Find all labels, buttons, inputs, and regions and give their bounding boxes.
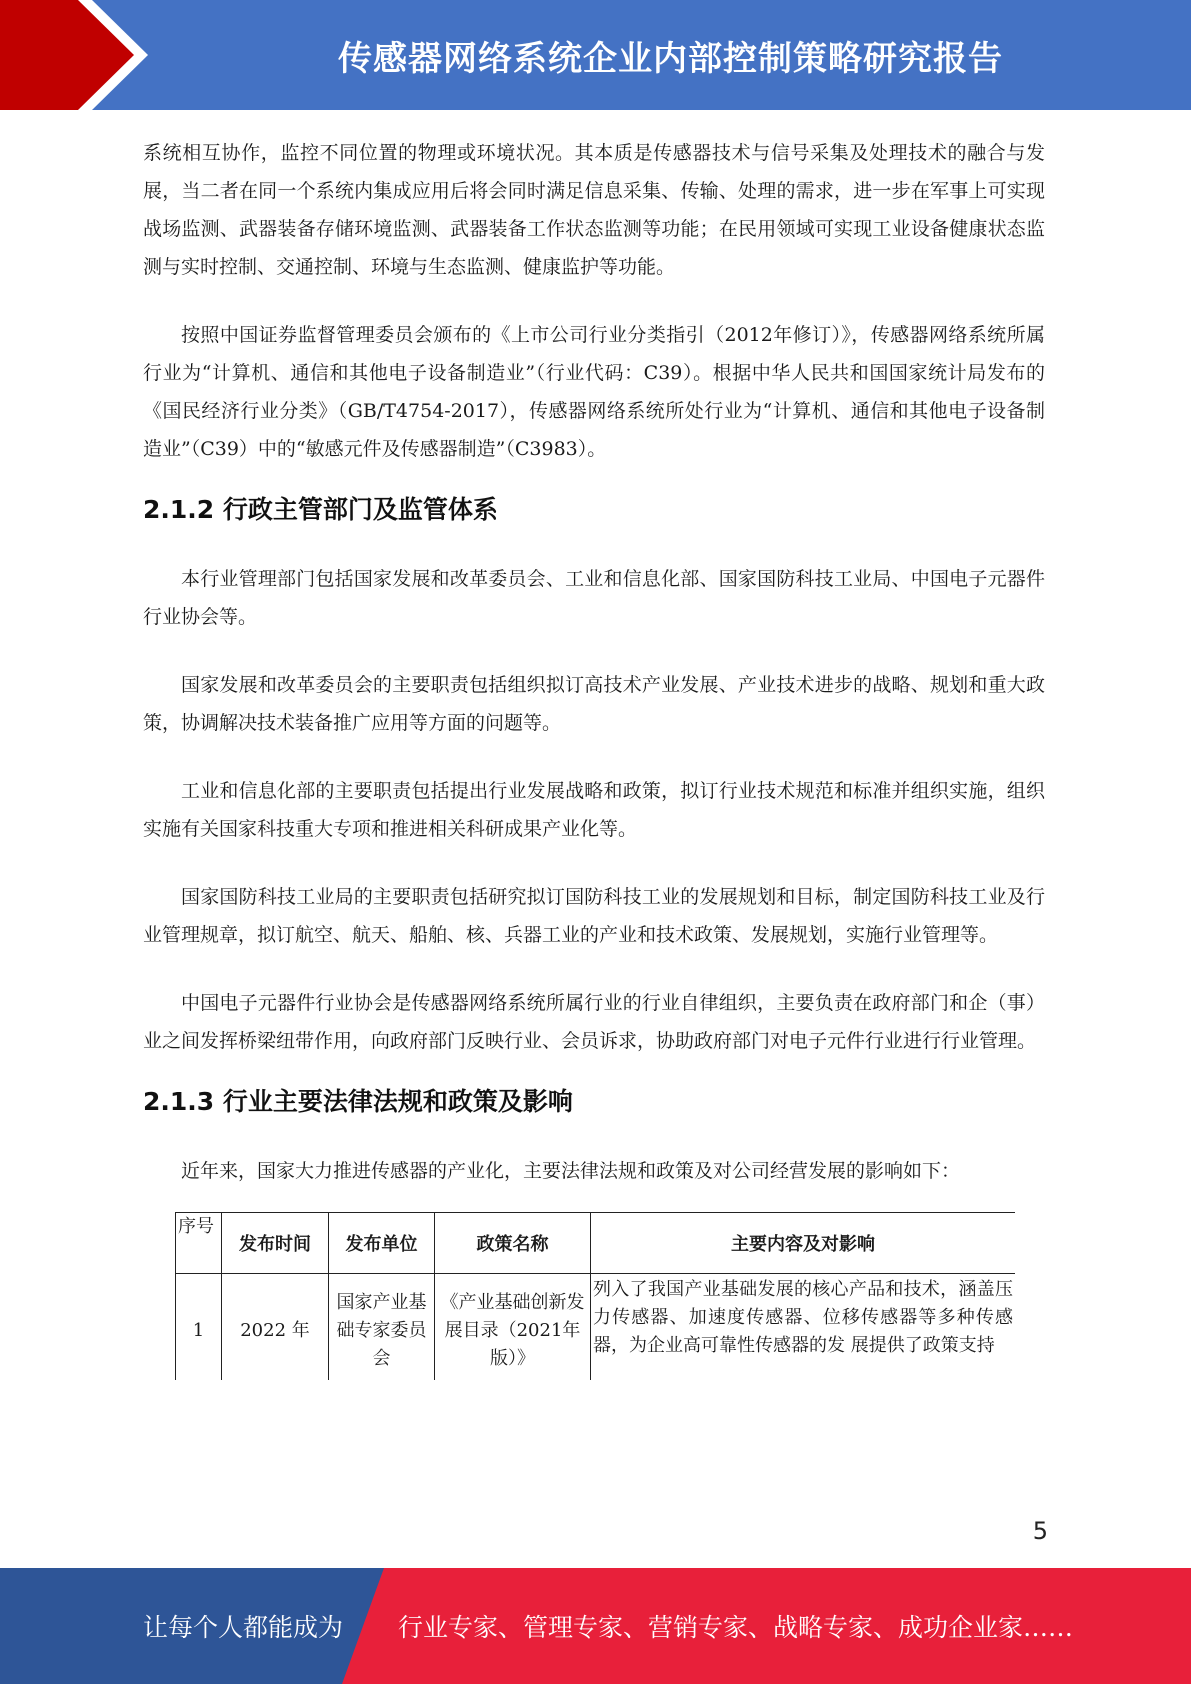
report-title: 传感器网络系统企业内部控制策略研究报告 — [338, 38, 1003, 79]
page-number: 5 — [1032, 1517, 1048, 1545]
header-arrow-decoration — [0, 0, 160, 110]
cell-content: 列入了我国产业基础发展的核心产品和技术，涵盖压力传感器、加速度传感器、位移传感器等多种传感器，为企业高可靠性传感器的发 展提供了政策支持 — [591, 1274, 1016, 1381]
paragraph-ndrc: 国家发展和改革委员会的主要职责包括组织拟订高技术产业发展、产业技术进步的战略、规划和重大政策，协调解决技术装备推广应用等方面的问题等。 — [143, 674, 1045, 734]
cell-policy: 《产业基础创新发展目录（2021年版）》 — [435, 1274, 591, 1381]
paragraph-sastind: 国家国防科技工业局的主要职责包括研究拟订国防科技工业的发展规划和目标，制定国防科技工业及行业管理规章，拟订航空、航天、船舶、核、兵器工业的产业和技术政策、发展规划，实施行业管理等。 — [143, 886, 1045, 946]
paragraph-policy-intro: 近年来，国家大力推进传感器的产业化，主要法律法规和政策及对公司经营发展的影响如下： — [181, 1160, 961, 1182]
page-content — [143, 134, 1045, 1380]
paragraph-miit: 工业和信息化部的主要职责包括提出行业发展战略和政策，拟订行业技术规范和标准并组织实施，组织实施有关国家科技重大专项和推进相关科研成果产业化等。 — [143, 780, 1045, 840]
section-heading-2-1-3: 2.1.3 行业主要法律法规和政策及影响 — [143, 1087, 573, 1116]
header-unit: 发布单位 — [329, 1213, 435, 1274]
paragraph-association: 中国电子元器件行业协会是传感器网络系统所属行业的行业自律组织，主要负责在政府部门和企（事）业之间发挥桥梁纽带作用，向政府部门反映行业、会员诉求，协助政府部门对电子元件行业进行行业管理。 — [143, 992, 1045, 1052]
header-policy: 政策名称 — [435, 1213, 591, 1274]
policy-table-container — [175, 1212, 1015, 1380]
paragraph-regulators: 本行业管理部门包括国家发展和改革委员会、工业和信息化部、国家国防科技工业局、中国电子元器件行业协会等。 — [143, 568, 1045, 628]
footer-slogan-left: 让每个人都能成为 — [143, 1613, 344, 1642]
table-header-row — [176, 1213, 1016, 1274]
policy-table — [175, 1212, 1015, 1380]
page-header — [0, 0, 1191, 110]
header-date: 发布时间 — [222, 1213, 329, 1274]
cell-unit: 国家产业基础专家委员会 — [329, 1274, 435, 1381]
header-index: 序号 — [176, 1213, 222, 1274]
cell-date: 2022 年 — [222, 1274, 329, 1381]
table-row — [176, 1274, 1016, 1381]
paragraph-industry-classification: 按照中国证券监督管理委员会颁布的《上市公司行业分类指引（2012年修订）》，传感器网络系统所属行业为“计算机、通信和其他电子设备制造业”（行业代码：C39）。根据中华人民共和国国家统计局发布的《国民经济行业分类》（GB/T4754-2017），传感器网络系统所处行业为“计算机、通信和其他电子设备制造业”（C39）中的“敏感元件及传感器制造”（C3983）。 — [143, 324, 1045, 460]
header-content: 主要内容及对影响 — [591, 1213, 1016, 1274]
cell-index: 1 — [176, 1274, 222, 1381]
paragraph-intro-continued: 系统相互协作，监控不同位置的物理或环境状况。其本质是传感器技术与信号采集及处理技术的融合与发展，当二者在同一个系统内集成应用后将会同时满足信息采集、传输、处理的需求，进一步在军事上可实现战场监测、武器装备存储环境监测、武器装备工作状态监测等功能；在民用领域可实现工业设备健康状态监测与实时控制、交通控制、环境与生态监测、健康监护等功能。 — [143, 142, 1045, 278]
section-heading-2-1-2: 2.1.2 行政主管部门及监管体系 — [143, 495, 498, 524]
page-footer — [0, 1568, 1191, 1684]
footer-slogan-right: 行业专家、管理专家、营销专家、战略专家、成功企业家…… — [398, 1613, 1074, 1642]
